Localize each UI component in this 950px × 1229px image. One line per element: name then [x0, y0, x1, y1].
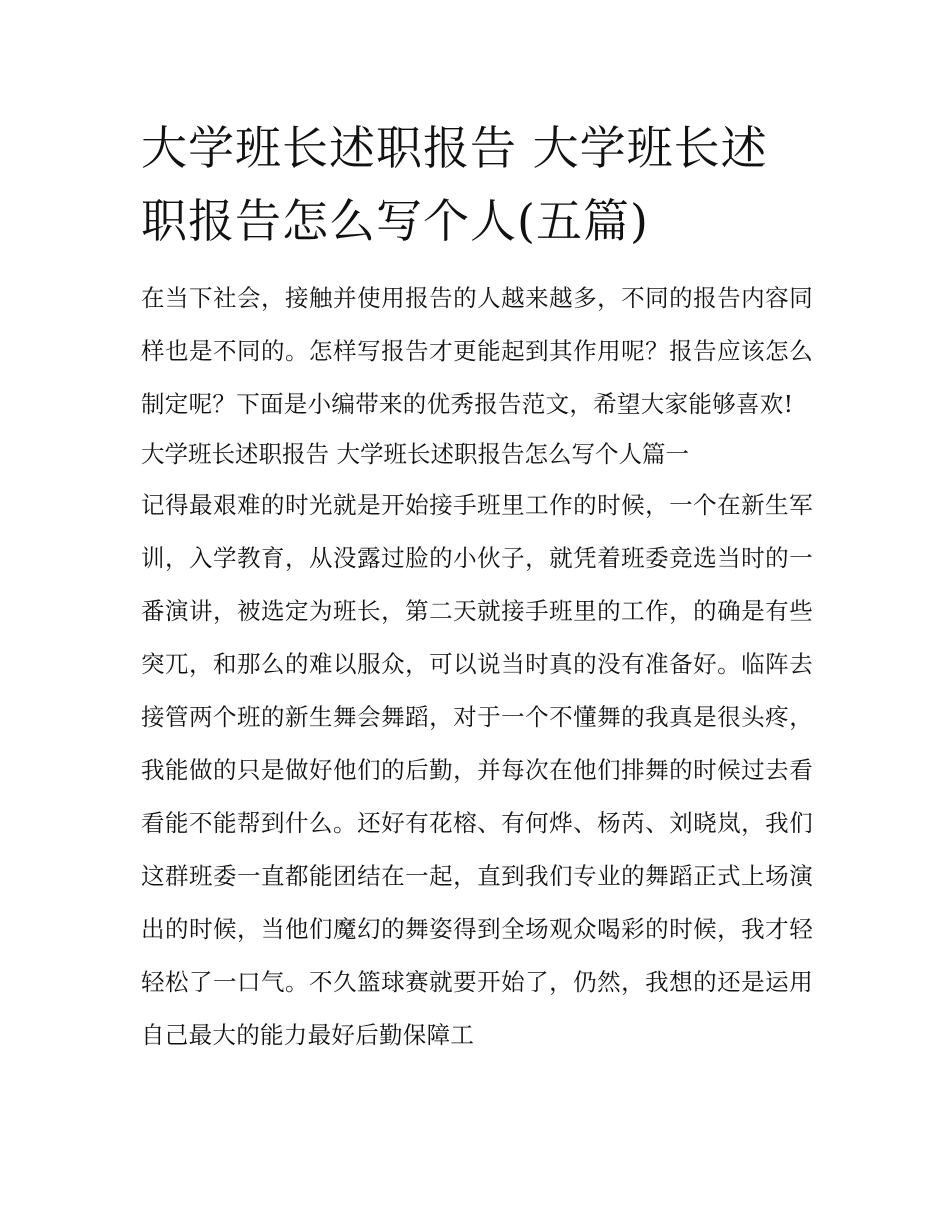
- body-paragraph: 记得最艰难的时光就是开始接手班里工作的时候，一个在新生军训，入学教育，从没露过脸的小伙子，就凭着班委竞选当时的一番演讲，被选定为班长，第二天就接手班里的工作，的确是有些突兀，和那么的难以服众，可以说当时真的没有准备好。临阵去接管两个班的新生舞会舞蹈，对于一个不懂舞的我真是很头疼，我能做的只是做好他们的后勤，并每次在他们排舞的时候过去看看能不能帮到什么。还好有花榕、有何烨、杨芮、刘晓岚，我们这群班委一直都能团结在一起，直到我们专业的舞蹈正式上场演出的时候，当他们魔幻的舞姿得到全场观众喝彩的时候，我才轻轻松了一口气。不久篮球赛就要开始了，仍然，我想的还是运用自己最大的能力最好后勤保障工: [141, 491, 813, 1049]
- intro-paragraph: 在当下社会，接触并使用报告的人越来越多，不同的报告内容同样也是不同的。怎样写报告才更能起到其作用呢？报告应该怎么制定呢？下面是小编带来的优秀报告范文，希望大家能够喜欢!: [141, 284, 813, 418]
- section-heading: 大学班长述职报告 大学班长述职报告怎么写个人篇一: [141, 440, 689, 468]
- document-title: 大学班长述职报告 大学班长述职报告怎么写个人(五篇): [141, 121, 768, 248]
- document-page: [141, 112, 813, 1062]
